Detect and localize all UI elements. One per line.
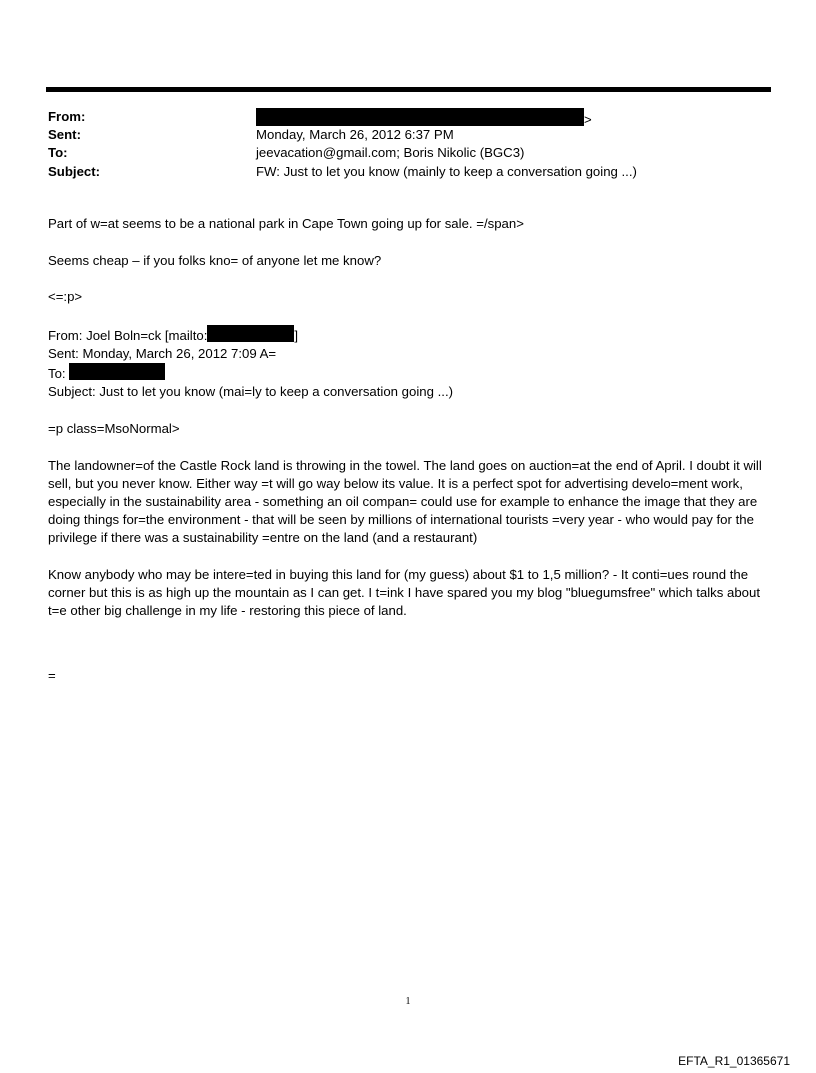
redaction-block bbox=[69, 363, 165, 380]
fwd-to-line bbox=[48, 363, 776, 383]
redaction-block bbox=[207, 325, 294, 342]
fwd-from-suffix: ] bbox=[294, 327, 299, 343]
body-paragraph: Know anybody who may be intere=ted in buying this land for (my guess) about $1 to 1,5 million? - It conti=ues round the corner but this is as high up the mountain as I can get. I t=ink I have spared you my blog "bluegumsfree" which talks about t=e other big challenge in my life - restoring this piece of land. bbox=[48, 566, 760, 619]
body-paragraph: Seems cheap – if you folks kno= of anyone let me know? bbox=[48, 252, 382, 268]
body-paragraph: =p class=MsoNormal> bbox=[48, 420, 180, 436]
forwarded-header bbox=[48, 325, 776, 402]
redaction-block bbox=[256, 108, 584, 126]
body-paragraph: The landowner=of the Castle Rock land is throwing in the towel. The land goes on auction=at the end of April. I doubt it will sell, but you never know. Either way =t will go way below its value. It is a perfect spot for advertising develo=ment work, especially in the sustainability area - something an oil compan= could use for example to enhance the image that they are doing things for=the environment - that will be seen by millions of international tourists =very year - who would pay for the privilege if there was a sustainability =entre on the land (and a restaurant) bbox=[48, 457, 762, 546]
header-rule bbox=[46, 87, 771, 92]
subject-label: Subject: bbox=[48, 163, 101, 179]
fwd-to-prefix: To: bbox=[48, 366, 70, 382]
sent-value: Monday, March 26, 2012 6:37 PM bbox=[256, 127, 454, 143]
subject-value: FW: Just to let you know (mainly to keep a conversation going ...) bbox=[256, 163, 637, 179]
fwd-sent-line: Sent: Monday, March 26, 2012 7:09 A= bbox=[48, 345, 277, 361]
email-body bbox=[48, 215, 776, 685]
fwd-subject-line: Subject: Just to let you know (mai=ly to keep a conversation going ...) bbox=[48, 384, 453, 400]
body-paragraph: <=:p> bbox=[48, 289, 83, 305]
sent-label: Sent: bbox=[48, 127, 81, 143]
document-id: EFTA_R1_01365671 bbox=[678, 1054, 790, 1068]
to-label: To: bbox=[48, 145, 68, 161]
fwd-from-prefix: From: Joel Boln=ck [mailto: bbox=[48, 327, 208, 343]
from-suffix: > bbox=[584, 112, 592, 127]
body-paragraph: = bbox=[48, 667, 56, 683]
from-label: From: bbox=[48, 109, 86, 124]
page-number: 1 bbox=[405, 996, 411, 1007]
to-value: jeevacation@gmail.com; Boris Nikolic (BGC3) bbox=[256, 145, 525, 161]
fwd-from-line bbox=[48, 325, 776, 345]
body-paragraph: Part of w=at seems to be a national park in Cape Town going up for sale. =/span> bbox=[48, 216, 524, 231]
